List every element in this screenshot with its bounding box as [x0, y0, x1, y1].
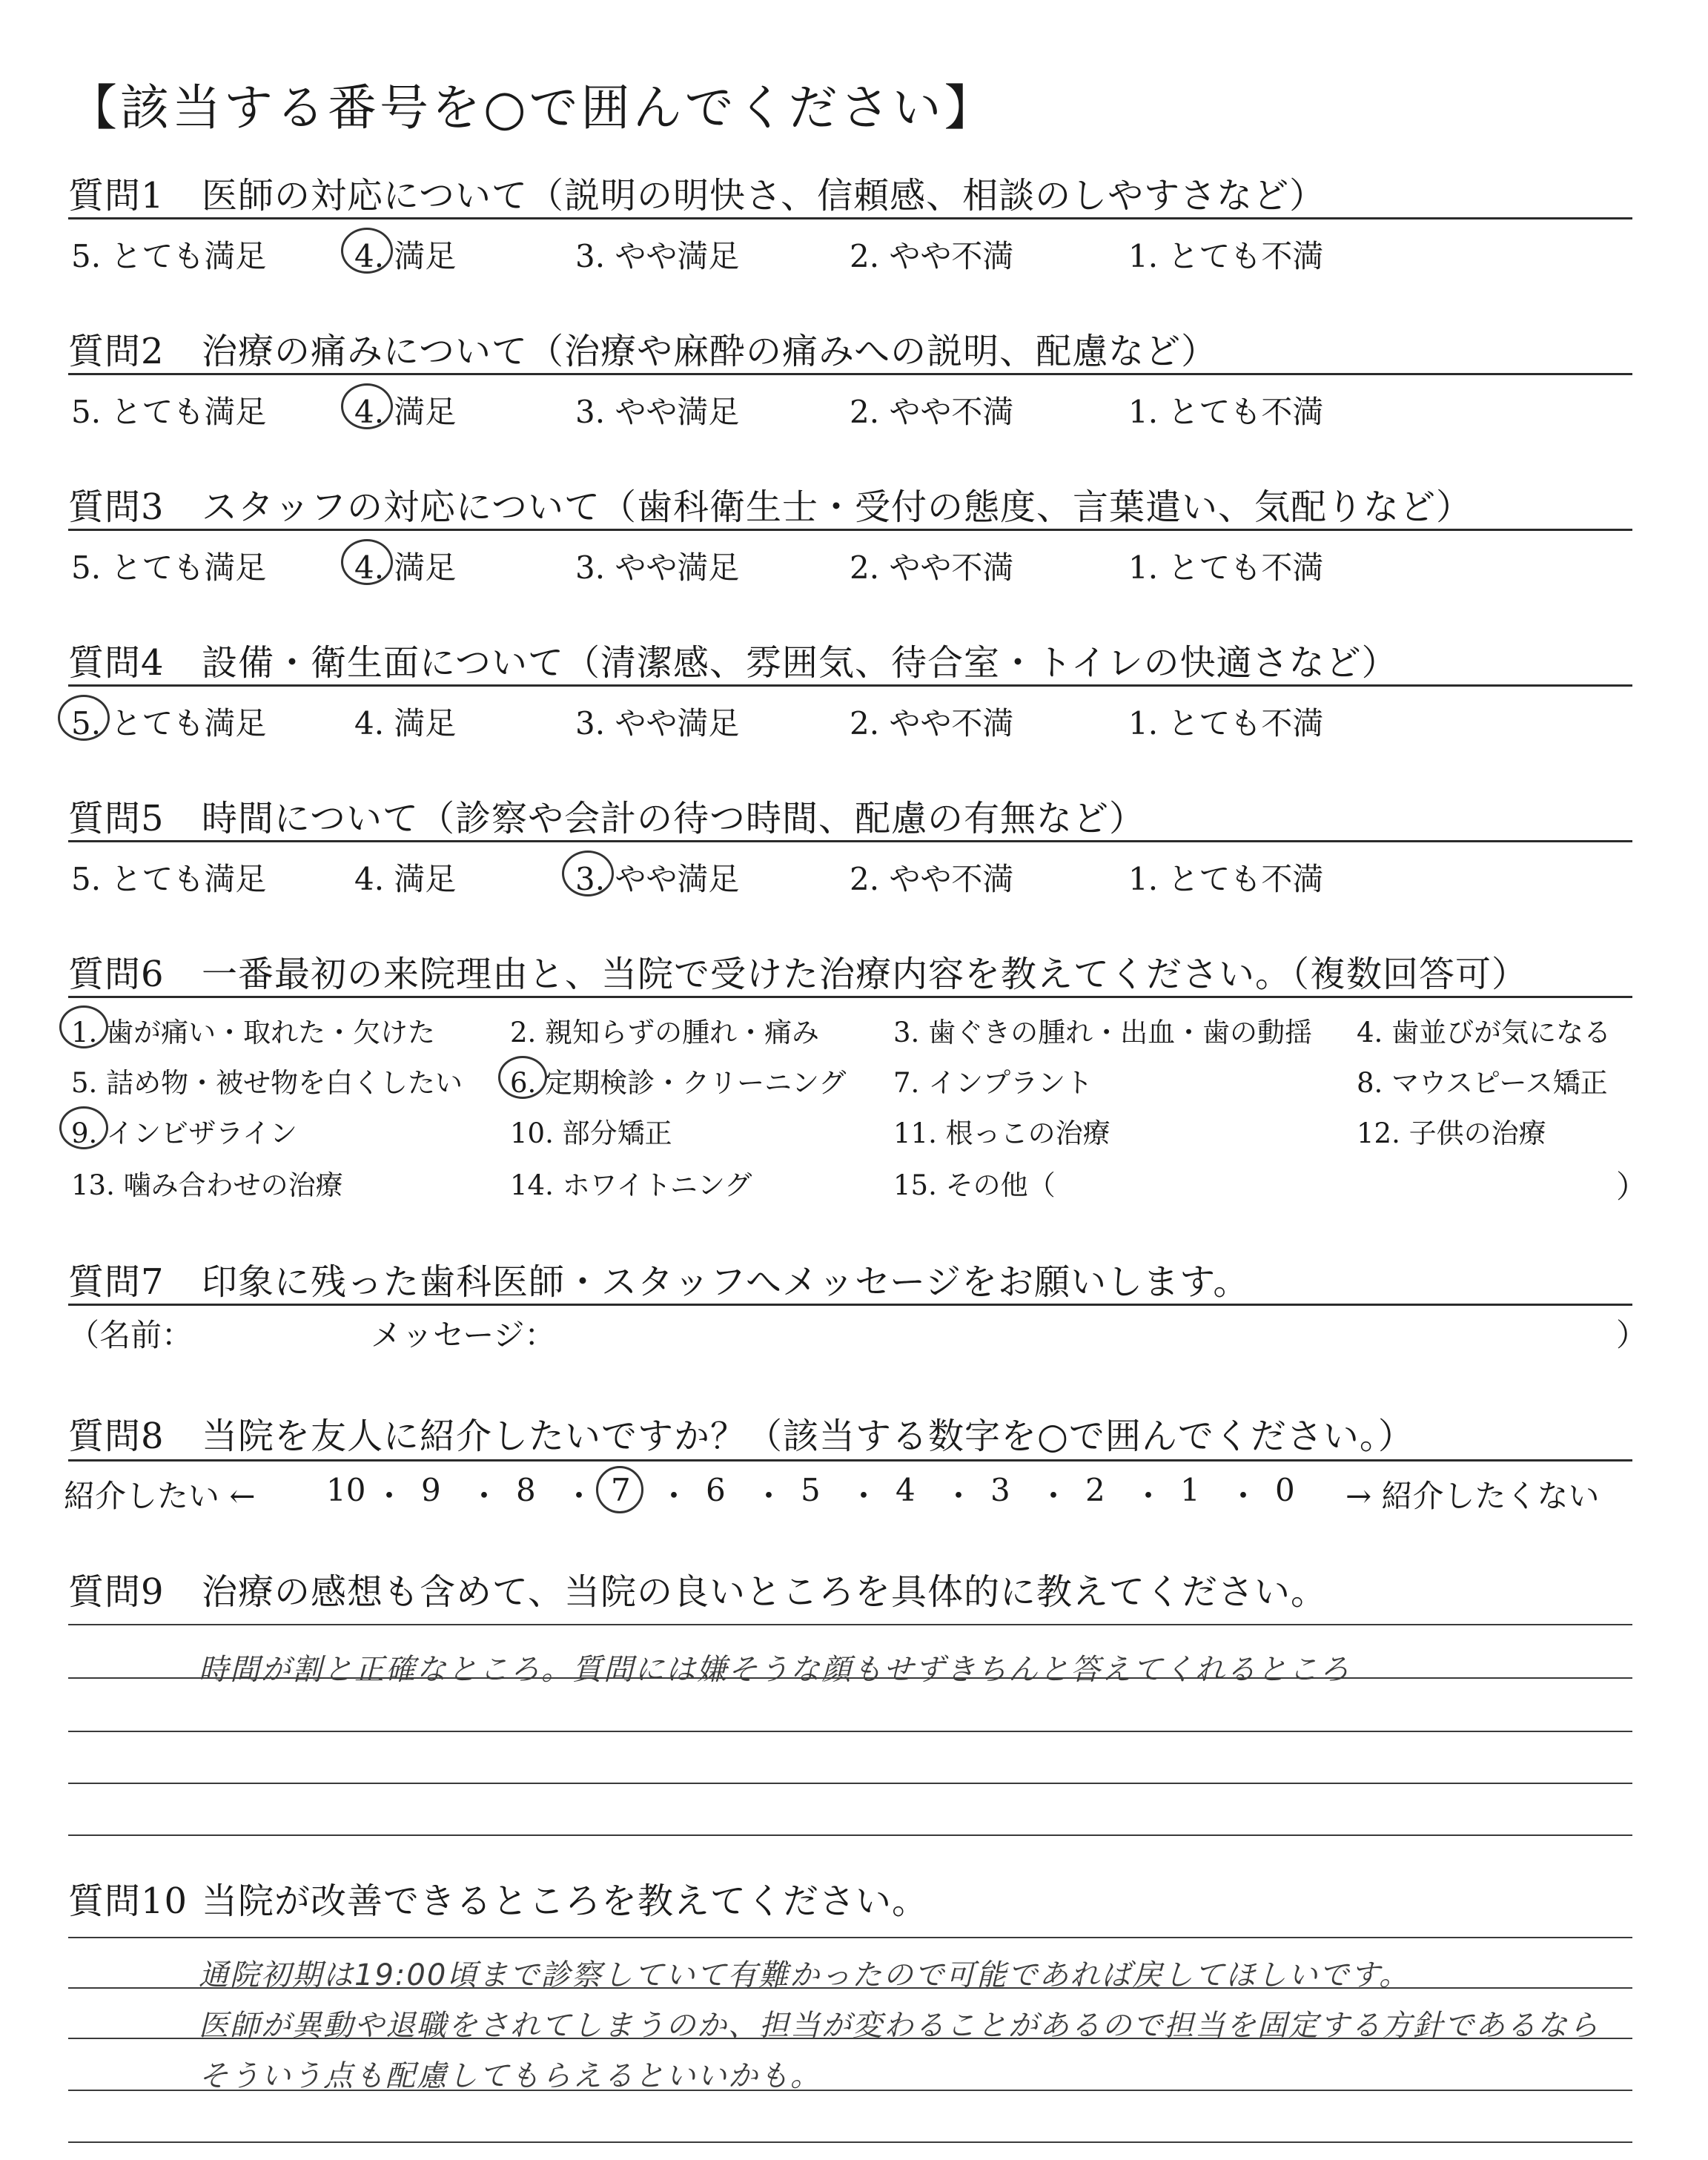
q10-heading — [68, 1872, 1632, 1923]
q7-heading — [68, 1253, 1632, 1304]
q7-text: 印象に残った歯科医師・スタッフへメッセージをお願いします。 — [202, 1261, 1250, 1303]
q10-label: 質問10 — [68, 1880, 188, 1922]
q4-option[interactable]: 1. とても不満 — [1128, 705, 1324, 742]
q8-scale-number[interactable]: 7 — [611, 1472, 631, 1508]
q1-heading — [68, 167, 1632, 218]
q5-text: 時間について（診察や会計の待つ時間、配慮の有無など） — [202, 798, 1146, 839]
q3-option[interactable]: 2. やや不満 — [850, 549, 1014, 586]
q1-option[interactable]: 5. とても満足 — [71, 238, 267, 274]
q4-rule — [68, 684, 1632, 687]
q1-option[interactable]: 1. とても不満 — [1128, 238, 1324, 274]
q8-separator: ・ — [469, 1478, 500, 1514]
q8-label: 質問8 — [68, 1416, 165, 1457]
q9-answer-rule — [68, 1624, 1632, 1625]
q10-handwritten-answer: 通院初期は19:00頃まで診察していて有難かったので可能であれば戻してほしいです。 — [199, 1958, 1411, 1992]
q8-separator: ・ — [1038, 1478, 1070, 1514]
q1-rule — [68, 217, 1632, 219]
q10-answer-rule — [68, 1937, 1632, 1938]
q6-option[interactable]: 6. 定期検診・クリーニング — [510, 1067, 847, 1099]
q2-option[interactable]: 2. やや不満 — [850, 394, 1014, 430]
q2-label: 質問2 — [68, 331, 165, 372]
q6-rule — [68, 996, 1632, 998]
q2-text: 治療の痛みについて（治療や麻酔の痛みへの説明、配慮など） — [202, 331, 1218, 372]
q7-close-paren: ） — [1616, 1317, 1648, 1353]
q4-heading — [68, 634, 1632, 685]
q8-scale-number[interactable]: 8 — [516, 1472, 536, 1508]
q9-label: 質問9 — [68, 1571, 165, 1613]
q8-left-label: 紹介したい ← — [64, 1478, 256, 1514]
q4-option[interactable]: 5. とても満足 — [71, 705, 267, 742]
q6-option[interactable]: 8. マウスピース矯正 — [1357, 1067, 1608, 1099]
q6-close-paren: ） — [1616, 1169, 1648, 1205]
q8-separator: ・ — [1228, 1478, 1260, 1514]
q2-option[interactable]: 1. とても不満 — [1128, 394, 1324, 430]
q6-option[interactable]: 15. その他（ — [893, 1169, 1056, 1201]
q2-option[interactable]: 4. 満足 — [354, 394, 457, 430]
q8-separator: ・ — [848, 1478, 880, 1514]
q4-label: 質問4 — [68, 642, 165, 684]
q8-separator: ・ — [563, 1478, 595, 1514]
q10-handwritten-answer: 医師が異動や退職をされてしまうのか、担当が変わることがあるので担当を固定する方針であるなら — [199, 2009, 1600, 2043]
q1-option[interactable]: 2. やや不満 — [850, 238, 1014, 274]
q1-text: 医師の対応について（説明の明快さ、信頼感、相談のしやすさなど） — [202, 175, 1326, 217]
q3-option[interactable]: 1. とても不満 — [1128, 549, 1324, 586]
q8-scale-number[interactable]: 0 — [1275, 1472, 1295, 1508]
q3-heading — [68, 478, 1632, 529]
q6-option[interactable]: 3. 歯ぐきの腫れ・出血・歯の動揺 — [893, 1017, 1313, 1048]
q3-option[interactable]: 3. やや満足 — [575, 549, 740, 586]
q8-text: 当院を友人に紹介したいですか？（該当する数字を○で囲んでください。） — [202, 1416, 1414, 1457]
q6-option[interactable]: 10. 部分矯正 — [510, 1117, 672, 1149]
q6-option[interactable]: 1. 歯が痛い・取れた・欠けた — [71, 1017, 436, 1048]
q5-option[interactable]: 3. やや満足 — [575, 861, 740, 897]
q6-option[interactable]: 14. ホワイトニング — [510, 1169, 752, 1201]
q5-label: 質問5 — [68, 798, 165, 839]
q9-answer-rule — [68, 1783, 1632, 1784]
q6-text: 一番最初の来院理由と、当院で受けた治療内容を教えてください。（複数回答可） — [202, 954, 1529, 995]
q5-heading — [68, 790, 1632, 841]
q9-text: 治療の感想も含めて、当院の良いところを具体的に教えてください。 — [202, 1571, 1328, 1613]
q8-separator: ・ — [374, 1478, 406, 1514]
q9-heading — [68, 1563, 1632, 1614]
q7-name-label: （名前： — [68, 1317, 193, 1353]
q5-option[interactable]: 5. とても満足 — [71, 861, 267, 897]
q4-text: 設備・衛生面について（清潔感、雰囲気、待合室・トイレの快適さなど） — [202, 642, 1398, 684]
q8-scale-number[interactable]: 9 — [421, 1472, 441, 1508]
q5-option[interactable]: 4. 満足 — [354, 861, 457, 897]
q1-label: 質問1 — [68, 175, 165, 217]
q8-heading — [68, 1407, 1632, 1459]
q3-option[interactable]: 5. とても満足 — [71, 549, 267, 586]
q6-option[interactable]: 5. 詰め物・被せ物を白くしたい — [71, 1067, 463, 1099]
q9-answer-rule — [68, 1731, 1632, 1732]
q6-heading — [68, 945, 1632, 997]
q9-handwritten-answer: 時間が割と正確なところ。質問には嫌そうな顔もせずきちんと答えてくれるところ — [199, 1653, 1351, 1687]
q7-message-label: メッセージ： — [371, 1317, 556, 1353]
q2-heading — [68, 323, 1632, 374]
q4-option[interactable]: 4. 満足 — [354, 705, 457, 742]
q10-handwritten-answer: そういう点も配慮してもらえるといいかも。 — [199, 2059, 821, 2093]
q1-option[interactable]: 3. やや満足 — [575, 238, 740, 274]
q8-scale-number[interactable]: 10 — [326, 1472, 366, 1508]
q9-answer-rule — [68, 1834, 1632, 1836]
q5-option[interactable]: 2. やや不満 — [850, 861, 1014, 897]
q8-scale-number[interactable]: 6 — [706, 1472, 726, 1508]
q6-option[interactable]: 2. 親知らずの腫れ・痛み — [510, 1017, 820, 1048]
q8-separator: ・ — [753, 1478, 785, 1514]
q4-option[interactable]: 2. やや不満 — [850, 705, 1014, 742]
q2-option[interactable]: 5. とても満足 — [71, 394, 267, 430]
q3-rule — [68, 529, 1632, 531]
q6-option[interactable]: 9. インビザライン — [71, 1117, 297, 1149]
q2-rule — [68, 373, 1632, 375]
q6-option[interactable]: 4. 歯並びが気になる — [1357, 1017, 1612, 1048]
q6-option[interactable]: 12. 子供の治療 — [1357, 1117, 1546, 1149]
q8-separator: ・ — [1133, 1478, 1165, 1514]
q8-scale-number[interactable]: 4 — [896, 1472, 916, 1508]
q8-separator: ・ — [943, 1478, 975, 1514]
q8-scale-number[interactable]: 2 — [1085, 1472, 1105, 1508]
q10-answer-rule — [68, 2141, 1632, 2143]
q1-option[interactable]: 4. 満足 — [354, 238, 457, 274]
q10-text: 当院が改善できるところを教えてください。 — [202, 1880, 929, 1922]
q8-rule — [68, 1459, 1632, 1462]
q6-option[interactable]: 7. インプラント — [893, 1067, 1093, 1099]
q3-text: スタッフの対応について（歯科衛生士・受付の態度、言葉遣い、気配りなど） — [202, 486, 1473, 528]
q3-option[interactable]: 4. 満足 — [354, 549, 457, 586]
q8-separator: ・ — [658, 1478, 690, 1514]
q5-rule — [68, 840, 1632, 842]
q3-label: 質問3 — [68, 486, 165, 528]
q8-right-label: → 紹介したくない — [1345, 1478, 1600, 1514]
q6-option[interactable]: 13. 噛み合わせの治療 — [71, 1169, 343, 1201]
q8-scale-number[interactable]: 5 — [801, 1472, 821, 1508]
q7-rule — [68, 1304, 1632, 1306]
q6-option[interactable]: 11. 根っこの治療 — [893, 1117, 1110, 1149]
q6-label: 質問6 — [68, 954, 165, 995]
q4-option[interactable]: 3. やや満足 — [575, 705, 740, 742]
q2-option[interactable]: 3. やや満足 — [575, 394, 740, 430]
q8-scale-number[interactable]: 3 — [990, 1472, 1010, 1508]
q5-option[interactable]: 1. とても不満 — [1128, 861, 1324, 897]
q7-label: 質問7 — [68, 1261, 165, 1303]
form-title: 【該当する番号を○で囲んでください】 — [68, 79, 996, 136]
q8-scale-number[interactable]: 1 — [1180, 1472, 1200, 1508]
